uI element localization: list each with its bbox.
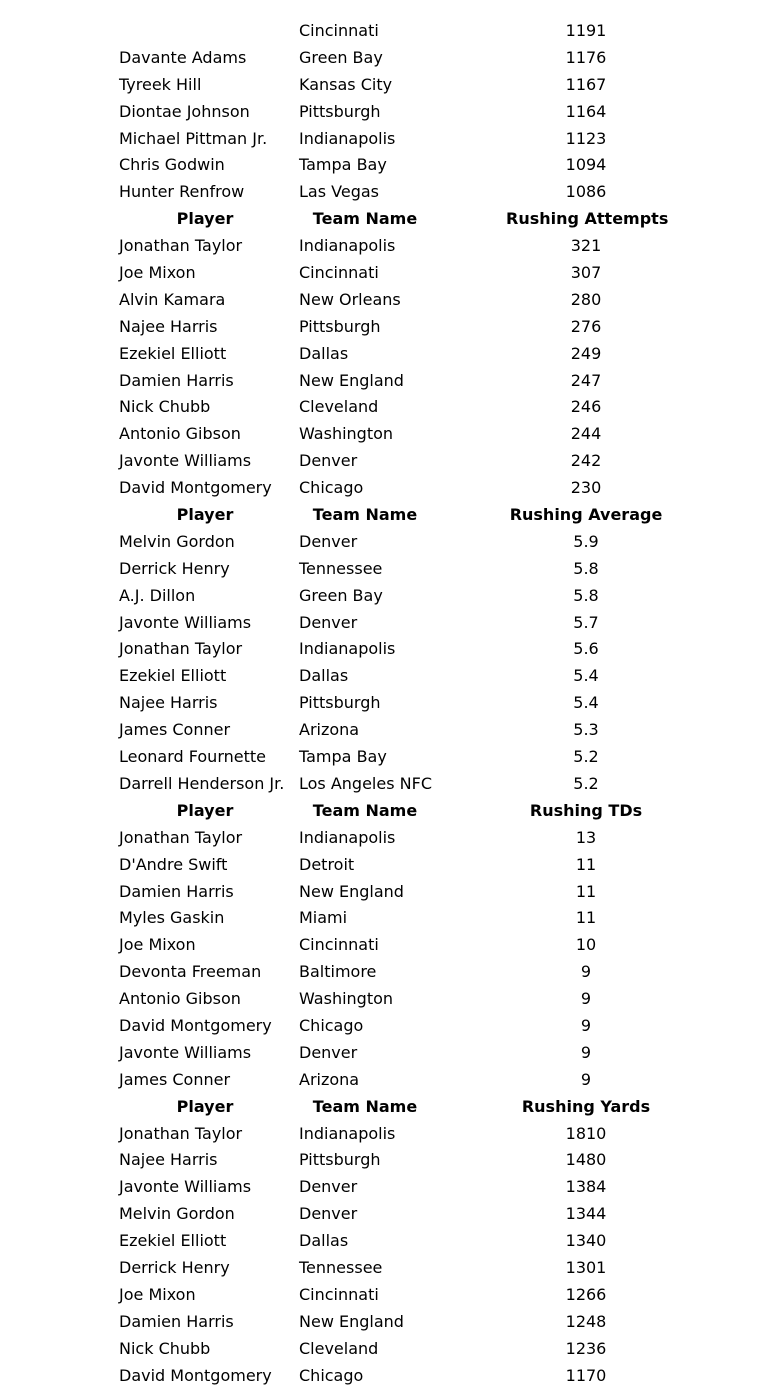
stat-cell: 5.2: [573, 747, 599, 767]
stat-cell: 11: [575, 908, 597, 928]
stat-cell: 280: [570, 289, 602, 309]
team-cell: Chicago: [299, 478, 364, 498]
header-stat: Rushing Attempts: [506, 209, 669, 229]
table-header-row: [0, 206, 775, 233]
player-cell: Damien Harris: [119, 881, 234, 901]
table-row: [0, 1013, 775, 1040]
team-cell: Indianapolis: [299, 1123, 396, 1143]
team-cell: Tennessee: [299, 558, 383, 578]
team-cell: Indianapolis: [299, 236, 396, 256]
stat-cell: 5.4: [573, 666, 599, 686]
team-cell: Denver: [299, 1177, 358, 1197]
table-row: [0, 448, 775, 475]
stat-cell: 1123: [565, 128, 607, 148]
header-team-name: Team Name: [312, 209, 418, 229]
team-cell: Kansas City: [299, 74, 393, 94]
player-cell: Ezekiel Elliott: [119, 1231, 227, 1251]
table-row: [0, 825, 775, 852]
player-cell: Damien Harris: [119, 370, 234, 390]
team-cell: Denver: [299, 612, 358, 632]
player-cell: Najee Harris: [119, 316, 218, 336]
team-cell: Cleveland: [299, 397, 379, 417]
player-cell: Nick Chubb: [119, 1338, 211, 1358]
team-cell: New England: [299, 370, 404, 390]
team-cell: Dallas: [299, 666, 349, 686]
player-cell: Antonio Gibson: [119, 989, 241, 1009]
table-row: [0, 314, 775, 341]
player-cell: Diontae Johnson: [119, 101, 250, 121]
stat-cell: 1480: [565, 1150, 607, 1170]
stat-cell: 9: [580, 989, 592, 1009]
player-cell: Derrick Henry: [119, 1257, 230, 1277]
table-row: [0, 99, 775, 126]
player-cell: Joe Mixon: [119, 263, 196, 283]
stat-cell: 247: [570, 370, 602, 390]
team-cell: Denver: [299, 451, 358, 471]
table-row: [0, 959, 775, 986]
stat-cell: 13: [575, 827, 597, 847]
table-header-row: [0, 798, 775, 825]
player-cell: Myles Gaskin: [119, 908, 225, 928]
team-cell: Tampa Bay: [299, 155, 387, 175]
player-cell: Ezekiel Elliott: [119, 666, 227, 686]
player-cell: Joe Mixon: [119, 1284, 196, 1304]
stat-cell: 1191: [565, 21, 607, 40]
team-cell: Arizona: [299, 720, 360, 740]
stat-cell: 307: [570, 263, 602, 283]
stat-cell: 1810: [565, 1123, 607, 1143]
team-cell: New England: [299, 881, 404, 901]
stat-cell: 1170: [565, 1365, 607, 1385]
stat-cell: 276: [570, 316, 602, 336]
team-cell: Pittsburgh: [299, 1150, 381, 1170]
table-row: [0, 583, 775, 610]
team-cell: Chicago: [299, 1365, 364, 1385]
team-cell: Cincinnati: [299, 21, 379, 40]
stat-cell: 1301: [565, 1257, 607, 1277]
stat-cell: 1340: [565, 1231, 607, 1251]
stat-cell: 230: [570, 478, 602, 498]
team-cell: Pittsburgh: [299, 693, 381, 713]
table-row: [0, 1201, 775, 1228]
stat-cell: 11: [575, 854, 597, 874]
player-cell: Darrell Henderson Jr.: [119, 773, 285, 793]
table-row: [0, 72, 775, 99]
team-cell: Green Bay: [299, 47, 383, 67]
team-cell: Pittsburgh: [299, 316, 381, 336]
table-row: [0, 287, 775, 314]
header-player: Player: [176, 505, 234, 525]
player-cell: James Conner: [119, 720, 231, 740]
player-cell: Damien Harris: [119, 1311, 234, 1331]
stat-cell: 242: [570, 451, 602, 471]
table-row: [0, 1067, 775, 1094]
player-cell: Nick Chubb: [119, 397, 211, 417]
player-cell: Jonathan Taylor: [119, 639, 243, 659]
table-row: [0, 1282, 775, 1309]
player-cell: David Montgomery: [119, 1365, 272, 1385]
table-row: [0, 179, 775, 206]
table-row: [0, 368, 775, 395]
player-cell: Najee Harris: [119, 1150, 218, 1170]
team-cell: Cincinnati: [299, 935, 379, 955]
player-cell: Hunter Renfrow: [119, 182, 245, 202]
stat-cell: 9: [580, 1069, 592, 1089]
table-row: [0, 636, 775, 663]
player-cell: Jonathan Taylor: [119, 236, 243, 256]
player-cell: Najee Harris: [119, 693, 218, 713]
stat-cell: 1164: [565, 101, 607, 121]
table-row: [0, 152, 775, 179]
player-cell: Javonte Williams: [119, 1042, 252, 1062]
team-cell: Los Angeles NFC: [299, 773, 432, 793]
team-cell: Indianapolis: [299, 639, 396, 659]
table-row: [0, 18, 775, 45]
table-row: [0, 663, 775, 690]
stat-cell: 1266: [565, 1284, 607, 1304]
team-cell: Cincinnati: [299, 263, 379, 283]
player-cell: David Montgomery: [119, 1015, 272, 1035]
stat-cell: 5.3: [573, 720, 599, 740]
table-row: [0, 475, 775, 502]
table-row: [0, 260, 775, 287]
stat-cell: 1344: [565, 1204, 607, 1224]
header-stat: Rushing TDs: [529, 800, 643, 820]
table-row: [0, 126, 775, 153]
team-cell: Denver: [299, 531, 358, 551]
header-player: Player: [176, 209, 234, 229]
player-cell: Melvin Gordon: [119, 1204, 235, 1224]
stat-cell: 5.4: [573, 693, 599, 713]
team-cell: Chicago: [299, 1015, 364, 1035]
stat-cell: 9: [580, 1015, 592, 1035]
team-cell: Baltimore: [299, 962, 377, 982]
table-row: [0, 394, 775, 421]
table-row: [0, 610, 775, 637]
table-row: [0, 233, 775, 260]
table-row: [0, 1255, 775, 1282]
player-cell: Devonta Freeman: [119, 962, 262, 982]
player-cell: Javonte Williams: [119, 612, 252, 632]
table-row: [0, 771, 775, 798]
table-row: [0, 744, 775, 771]
player-cell: A.J. Dillon: [119, 585, 196, 605]
table-row: [0, 1040, 775, 1067]
team-cell: Denver: [299, 1042, 358, 1062]
team-cell: Washington: [299, 989, 394, 1009]
team-cell: Pittsburgh: [299, 101, 381, 121]
player-cell: Chris Godwin: [119, 155, 225, 175]
team-cell: Denver: [299, 1204, 358, 1224]
player-cell: Davante Adams: [119, 47, 247, 67]
table-row: [0, 1147, 775, 1174]
table-row: [0, 905, 775, 932]
player-cell: Michael Pittman Jr.: [119, 128, 268, 148]
stat-cell: 11: [575, 881, 597, 901]
header-stat: Rushing Average: [509, 505, 663, 525]
player-cell: Melvin Gordon: [119, 531, 235, 551]
player-cell: Tyreek Hill: [119, 74, 202, 94]
stat-cell: 5.9: [573, 531, 599, 551]
stat-cell: 1094: [565, 155, 607, 175]
stat-cell: 10: [575, 935, 597, 955]
stat-cell: 9: [580, 1042, 592, 1062]
stat-cell: 244: [570, 424, 602, 444]
team-cell: New England: [299, 1311, 404, 1331]
stat-cell: 5.8: [573, 558, 599, 578]
table-row: [0, 1336, 775, 1363]
stat-cell: 5.2: [573, 773, 599, 793]
player-cell: Joe Mixon: [119, 935, 196, 955]
stat-cell: 1248: [565, 1311, 607, 1331]
stat-cell: 249: [570, 343, 602, 363]
team-cell: Cincinnati: [299, 1284, 379, 1304]
player-cell: Antonio Gibson: [119, 424, 241, 444]
team-cell: Cleveland: [299, 1338, 379, 1358]
team-cell: Las Vegas: [299, 182, 379, 202]
header-stat: Rushing Yards: [521, 1096, 651, 1116]
stat-cell: 1176: [565, 47, 607, 67]
stat-cell: 5.6: [573, 639, 599, 659]
stat-cell: 5.8: [573, 585, 599, 605]
player-cell: Jonathan Taylor: [119, 1123, 243, 1143]
header-team-name: Team Name: [312, 505, 418, 525]
table-row: [0, 932, 775, 959]
stats-sheet: [0, 18, 775, 1389]
team-cell: Dallas: [299, 343, 349, 363]
player-cell: D'Andre Swift: [119, 854, 228, 874]
table-row: [0, 690, 775, 717]
table-row: [0, 852, 775, 879]
table-row: [0, 717, 775, 744]
player-cell: Javonte Williams: [119, 451, 252, 471]
player-cell: Ezekiel Elliott: [119, 343, 227, 363]
player-cell: James Conner: [119, 1069, 231, 1089]
player-cell: Javonte Williams: [119, 1177, 252, 1197]
team-cell: Washington: [299, 424, 394, 444]
table-row: [0, 1228, 775, 1255]
table-row: [0, 1309, 775, 1336]
team-cell: Arizona: [299, 1069, 360, 1089]
table-row: [0, 45, 775, 72]
player-cell: David Montgomery: [119, 478, 272, 498]
stat-cell: 246: [570, 397, 602, 417]
team-cell: New Orleans: [299, 289, 401, 309]
player-cell: Alvin Kamara: [119, 289, 226, 309]
header-team-name: Team Name: [312, 800, 418, 820]
stat-cell: 5.7: [573, 612, 599, 632]
team-cell: Miami: [299, 908, 348, 928]
stat-cell: 1236: [565, 1338, 607, 1358]
header-team-name: Team Name: [312, 1096, 418, 1116]
table-row: [0, 1121, 775, 1148]
table-row: [0, 879, 775, 906]
table-row: [0, 421, 775, 448]
team-cell: Indianapolis: [299, 128, 396, 148]
table-row: [0, 1174, 775, 1201]
stat-cell: 1384: [565, 1177, 607, 1197]
player-cell: Derrick Henry: [119, 558, 230, 578]
team-cell: Tampa Bay: [299, 747, 387, 767]
team-cell: Dallas: [299, 1231, 349, 1251]
team-cell: Detroit: [299, 854, 355, 874]
team-cell: Indianapolis: [299, 827, 396, 847]
table-row: [0, 529, 775, 556]
stat-cell: 321: [570, 236, 602, 256]
stat-cell: 1167: [565, 74, 607, 94]
table-header-row: [0, 502, 775, 529]
stat-cell: 9: [580, 962, 592, 982]
header-player: Player: [176, 800, 234, 820]
header-player: Player: [176, 1096, 234, 1116]
table-row: [0, 341, 775, 368]
table-row: [0, 556, 775, 583]
team-cell: Tennessee: [299, 1257, 383, 1277]
table-row: [0, 986, 775, 1013]
table-row: [0, 1363, 775, 1389]
player-cell: Jonathan Taylor: [119, 827, 243, 847]
stat-cell: 1086: [565, 182, 607, 202]
table-header-row: [0, 1094, 775, 1121]
team-cell: Green Bay: [299, 585, 383, 605]
player-cell: Leonard Fournette: [119, 747, 266, 767]
